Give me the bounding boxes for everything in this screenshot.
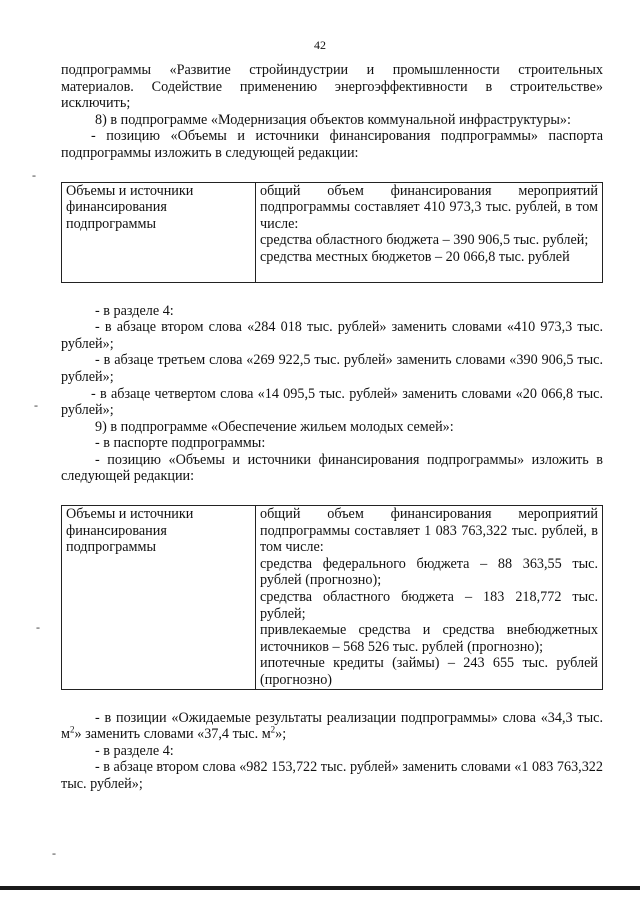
table-line: ипотечные кредиты (займы) – 243 655 тыс. рублей (прогнозно)	[260, 655, 598, 688]
paragraph: - позицию «Объемы и источники финансирования подпрограммы» изложить в следующей редакции:	[61, 451, 603, 485]
paragraph: - в разделе 4:	[95, 742, 174, 759]
table-line: средства местных бюджетов – 20 066,8 тыс. рублей	[260, 248, 570, 265]
financing-table-values	[256, 182, 603, 282]
scan-artifact: -	[36, 620, 40, 634]
text-run: - в позиции «Ожидаемые результаты реализации подпрограммы» слова «34,3 тыс. м	[61, 709, 603, 743]
document-body	[61, 62, 603, 793]
paragraph: - в абзаце втором слова «982 153,722 тыс. рублей» заменить словами «1 083 763,322 тыс. рублей»;	[61, 759, 603, 792]
financing-table-values	[256, 506, 603, 690]
superscript: 2	[69, 724, 75, 735]
paragraph: - в абзаце четвертом слова «14 095,5 тыс. рублей» заменить словами «20 066,8 тыс. рублей»;	[61, 385, 603, 419]
paragraph: 8) в подпрограмме «Модернизация объектов коммунальной инфраструктуры»:	[95, 111, 571, 128]
paragraph: подпрограммы «Развитие стройиндустрии и промышленности строительных материалов. Содействие применению энергоэффективности в строительстве» исключить;	[61, 62, 603, 112]
table-line: средства федерального бюджета – 88 363,55 тыс. рублей (прогнозно);	[260, 555, 598, 589]
scan-artifact: -	[52, 846, 56, 860]
table-line: общий объем финансирования мероприятий подпрограммы составляет 1 083 763,322 тыс. рублей, в том числе:	[260, 506, 598, 556]
superscript: 2	[270, 724, 276, 735]
paragraph: - в паспорте подпрограммы:	[95, 435, 266, 452]
table-line: средства областного бюджета – 183 218,772 тыс. рублей;	[260, 589, 598, 622]
text-run: » заменить словами «37,4 тыс. м	[74, 726, 271, 743]
paragraph: - в абзаце третьем слова «269 922,5 тыс. рублей» заменить словами «390 906,5 тыс. рублей»;	[61, 352, 603, 385]
scan-artifact: -	[34, 398, 38, 412]
page-number: 42	[314, 38, 326, 52]
table-line: средства областного бюджета – 390 906,5 тыс. рублей;	[260, 232, 589, 249]
financing-table-label: Объемы и источники финансирования подпрограммы	[62, 182, 256, 282]
table-line: привлекаемые средства и средства внебюджетных источников – 568 526 тыс. рублей (прогнозно);	[260, 622, 598, 655]
financing-table-label: Объемы и источники финансирования подпрограммы	[62, 506, 256, 690]
page-bottom-rule	[0, 886, 640, 890]
paragraph: - в разделе 4:	[95, 302, 174, 319]
text-run: »;	[275, 726, 287, 743]
financing-table-1	[61, 182, 603, 283]
financing-table-2	[61, 505, 603, 690]
paragraph: - позицию «Объемы и источники финансирования подпрограммы» паспорта подпрограммы изложить в следующей редакции:	[61, 128, 603, 161]
paragraph	[61, 710, 603, 743]
table-line: общий объем финансирования мероприятий подпрограммы составляет 410 973,3 тыс. рублей, в том числе:	[260, 182, 598, 232]
paragraph: - в абзаце втором слова «284 018 тыс. рублей» заменить словами «410 973,3 тыс. рублей»;	[61, 319, 603, 352]
scan-artifact: -	[32, 168, 36, 182]
paragraph: 9) в подпрограмме «Обеспечение жильем молодых семей»:	[95, 418, 454, 435]
